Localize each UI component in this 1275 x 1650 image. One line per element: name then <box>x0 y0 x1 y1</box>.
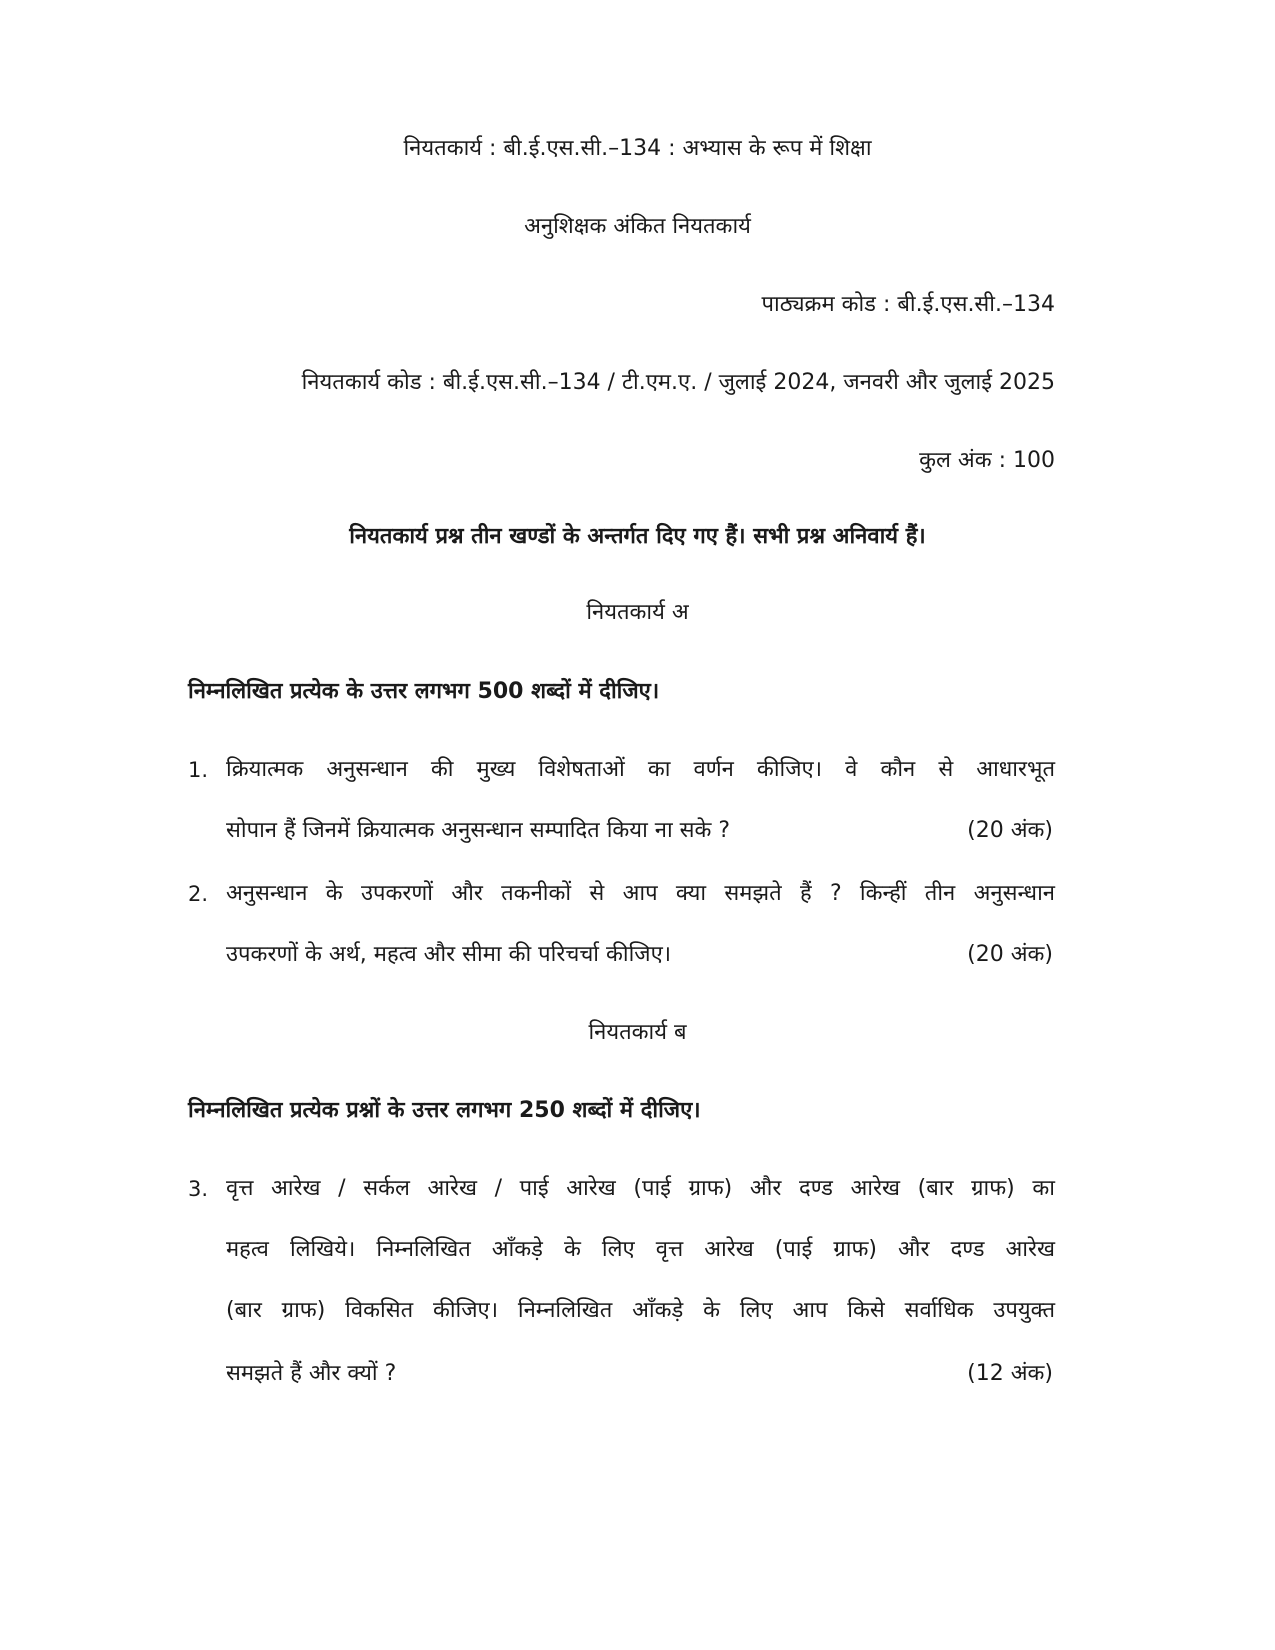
general-instruction: नियतकार्य प्रश्न तीन खण्डों के अन्तर्गत दिए गए हैं। सभी प्रश्न अनिवार्य हैं। <box>349 524 926 549</box>
question-text-line: महत्व लिखिये। निम्नलिखित आँकड़े के लिए वृत्त आरेख (पाई ग्राफ) और दण्ड आरेख <box>226 1237 1055 1262</box>
document-subtitle: अनुशिक्षक अंकित नियतकार्य <box>524 214 751 239</box>
section-a-instruction: निम्नलिखित प्रत्येक के उत्तर लगभग 500 शब्दों में दीजिए। <box>188 679 660 704</box>
question-number: 1. <box>188 758 209 782</box>
course-code: पाठ्यक्रम कोड : बी.ई.एस.सी.–134 <box>761 292 1055 317</box>
question-marks: (12 अंक) <box>967 1361 1053 1386</box>
question-marks: (20 अंक) <box>967 818 1053 843</box>
question-text-line: अनुसन्धान के उपकरणों और तकनीकों से आप क्या समझते हैं ? किन्हीं तीन अनुसन्धान <box>226 881 1055 906</box>
section-a-heading: नियतकार्य अ <box>586 600 689 625</box>
question-text-line: उपकरणों के अर्थ, महत्व और सीमा की परिचर्चा कीजिए। <box>226 942 672 967</box>
section-b-instruction: निम्नलिखित प्रत्येक प्रश्नों के उत्तर लगभग 250 शब्दों में दीजिए। <box>188 1098 701 1123</box>
question-text-line: सोपान हैं जिनमें क्रियात्मक अनुसन्धान सम्पादित किया ना सके ? <box>226 818 731 843</box>
total-marks: कुल अंक : 100 <box>919 448 1055 473</box>
question-text-line: वृत्त आरेख / सर्कल आरेख / पाई आरेख (पाई ग्राफ) और दण्ड आरेख (बार ग्राफ) का <box>226 1176 1055 1201</box>
question-text-line: (बार ग्राफ) विकसित कीजिए। निम्नलिखित आँकड़े के लिए आप किसे सर्वाधिक उपयुक्त <box>226 1298 1055 1323</box>
question-number: 2. <box>188 882 209 906</box>
question-marks: (20 अंक) <box>967 942 1053 967</box>
section-b-heading: नियतकार्य ब <box>588 1020 687 1045</box>
document-title: नियतकार्य : बी.ई.एस.सी.–134 : अभ्यास के रूप में शिक्षा <box>403 136 872 161</box>
question-text-line: समझते हैं और क्यों ? <box>226 1361 397 1386</box>
assignment-code: नियतकार्य कोड : बी.ई.एस.सी.–134 / टी.एम.ए. / जुलाई 2024, जनवरी और जुलाई 2025 <box>301 370 1055 395</box>
question-text-line: क्रियात्मक अनुसन्धान की मुख्य विशेषताओं का वर्णन कीजिए। वे कौन से आधारभूत <box>226 757 1055 782</box>
question-number: 3. <box>188 1177 209 1201</box>
